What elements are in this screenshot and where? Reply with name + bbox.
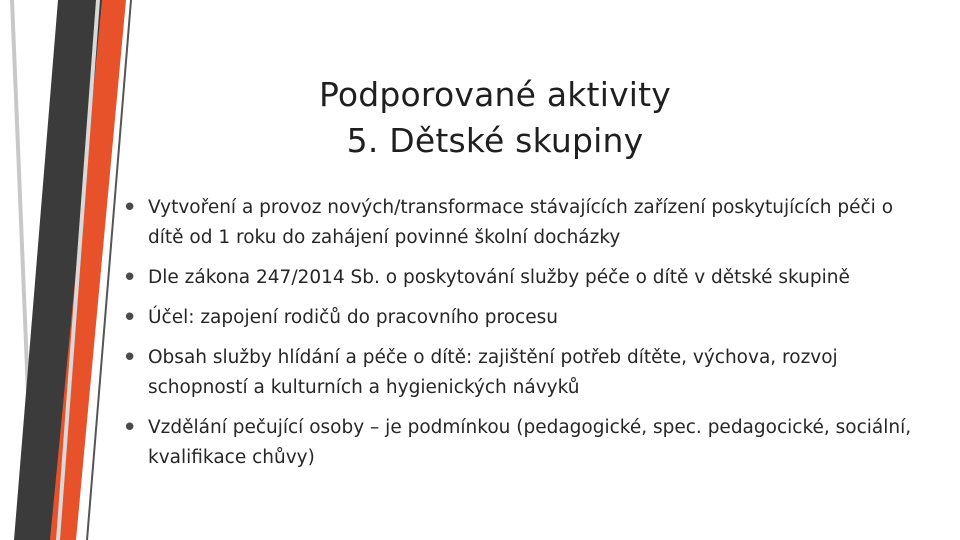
bullet-icon: • (122, 343, 138, 373)
slide-title (170, 72, 820, 164)
decorative-stripes (0, 0, 140, 540)
bullet-item (122, 263, 912, 293)
bullet-list (122, 193, 912, 483)
title-line-2: 5. Dětské skupiny (346, 121, 644, 160)
bullet-icon: • (122, 413, 138, 443)
bullet-text: Vzdělání pečující osoby – je podmínkou (pedagogické, spec. pedagocické, sociální, kvalifikace chůvy) (148, 417, 912, 468)
bullet-icon: • (122, 263, 138, 293)
bullet-item (122, 193, 912, 253)
bullet-item (122, 303, 912, 333)
bullet-item (122, 413, 912, 473)
title-line-1: Podporované aktivity (318, 75, 672, 114)
bullet-icon: • (122, 303, 138, 333)
bullet-text: Účel: zapojení rodičů do pracovního procesu (148, 307, 558, 328)
bullet-text: Dle zákona 247/2014 Sb. o poskytování služby péče o dítě v dětské skupině (148, 267, 850, 288)
bullet-text: Obsah služby hlídání a péče o dítě: zajištění potřeb dítěte, výchova, rozvoj schopností a kulturních a hygienických návyků (148, 347, 838, 398)
bullet-item (122, 343, 912, 403)
bullet-icon: • (122, 193, 138, 223)
bullet-text: Vytvoření a provoz nových/transformace stávajících zařízení poskytujících péči o dítě od 1 roku do zahájení povinné školní docházky (148, 197, 894, 248)
